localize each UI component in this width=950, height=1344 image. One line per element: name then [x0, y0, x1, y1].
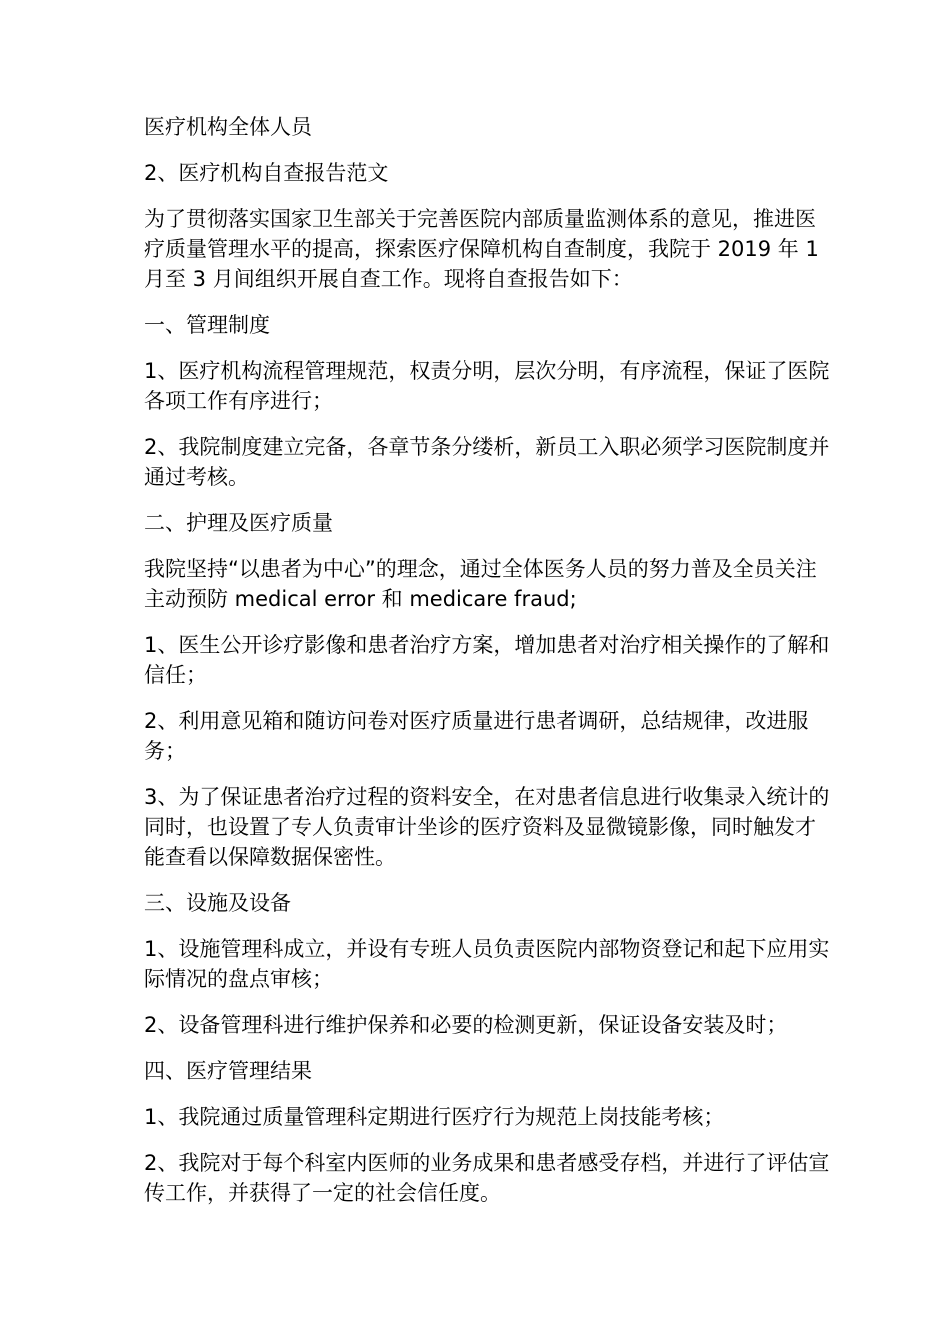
body-paragraph: 1、医疗机构流程管理规范，权责分明，层次分明，有序流程，保证了医院各项工作有序进行； — [144, 359, 830, 413]
body-paragraph: 3、为了保证患者治疗过程的资料安全，在对患者信息进行收集录入统计的同时，也设置了专人负责审计坐诊的医疗资料及显微镜影像，同时触发才能查看以保障数据保密性。 — [144, 785, 830, 869]
body-paragraph: 2、我院对于每个科室内医师的业务成果和患者感受存档，并进行了评估宣传工作，并获得了一定的社会信任度。 — [144, 1151, 830, 1205]
section-heading: 二、护理及医疗质量 — [144, 511, 333, 535]
body-paragraph: 1、设施管理科成立，并设有专班人员负责医院内部物资登记和起下应用实际情况的盘点审核； — [144, 937, 830, 991]
body-paragraph: 2、我院制度建立完备，各章节条分缕析，新员工入职必须学习医院制度并通过考核。 — [144, 435, 830, 489]
body-paragraph: 2、设备管理科进行维护保养和必要的检测更新，保证设备安装及时； — [144, 1013, 788, 1037]
section-heading: 三、设施及设备 — [144, 891, 291, 915]
section-heading: 一、管理制度 — [144, 313, 270, 337]
body-paragraph: 2、利用意见箱和随访问卷对医疗质量进行患者调研，总结规律，改进服务； — [144, 709, 809, 763]
body-paragraph: 1、医生公开诊疗影像和患者治疗方案，增加患者对治疗相关操作的了解和信任； — [144, 633, 830, 687]
intro-line: 医疗机构全体人员 — [144, 115, 312, 139]
body-paragraph: 1、我院通过质量管理科定期进行医疗行为规范上岗技能考核； — [144, 1105, 725, 1129]
body-paragraph: 我院坚持“以患者为中心”的理念，通过全体医务人员的努力普及全员关注主动预防 medical error 和 medicare fraud; — [144, 557, 817, 611]
document-body — [144, 112, 834, 1224]
body-paragraph: 为了贯彻落实国家卫生部关于完善医院内部质量监测体系的意见，推进医疗质量管理水平的提高，探索医疗保障机构自查制度，我院于 2019 年 1 月至 3 月间组织开展自查工作。现将自查报告如下： — [144, 207, 819, 291]
section-heading: 2、医疗机构自查报告范文 — [144, 161, 389, 185]
section-heading: 四、医疗管理结果 — [144, 1059, 312, 1083]
